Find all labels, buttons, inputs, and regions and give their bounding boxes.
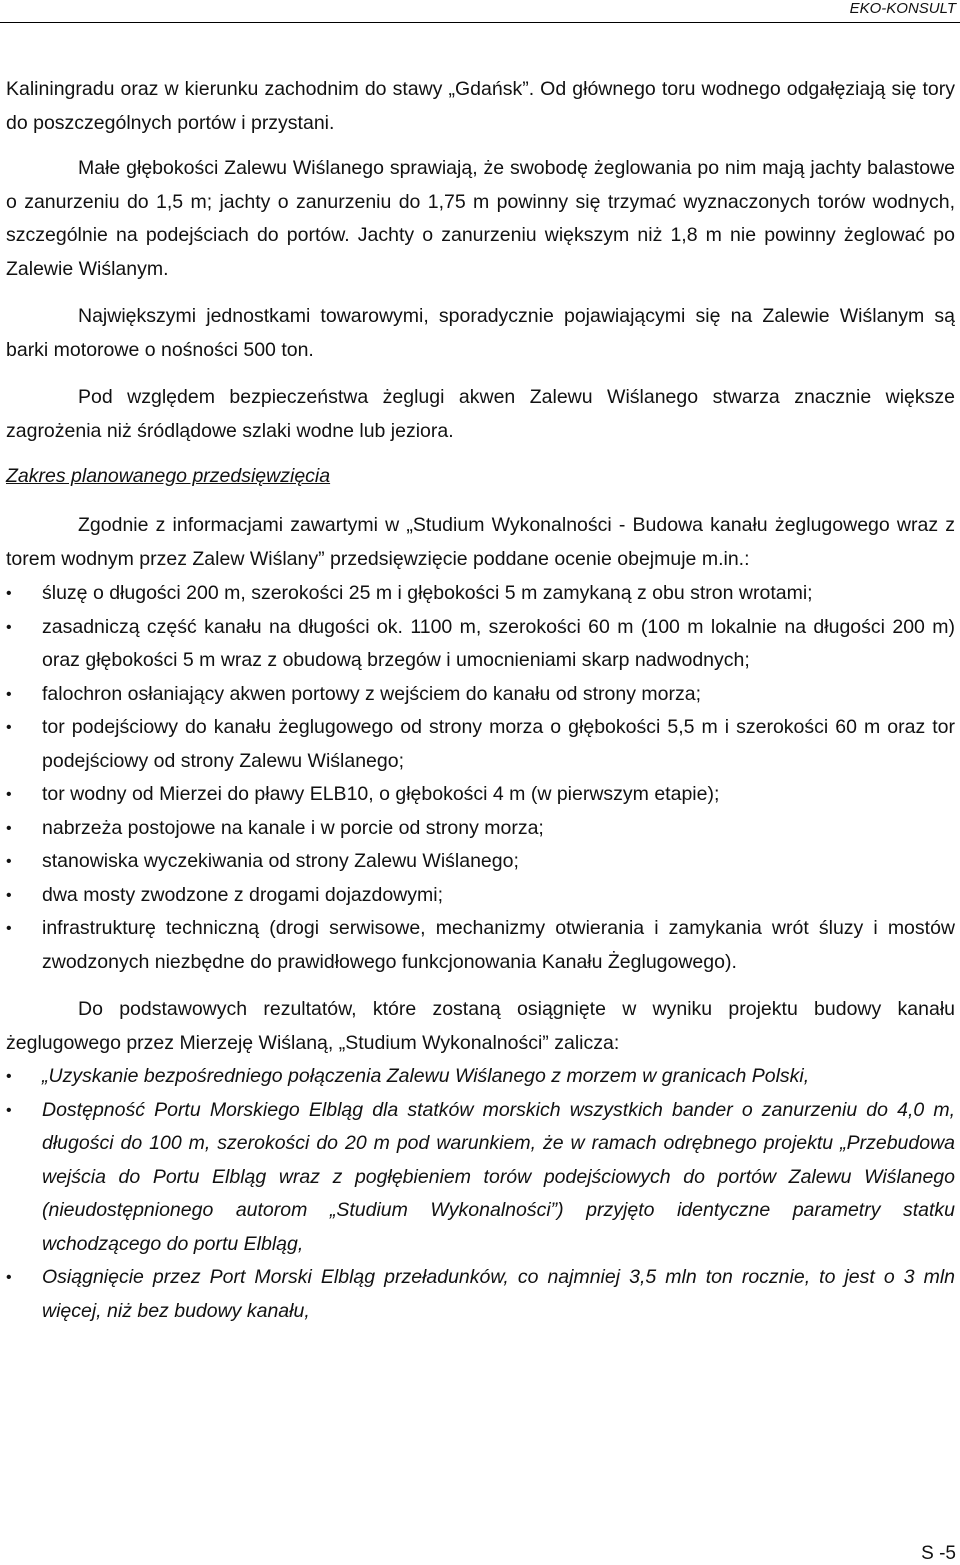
bullet-dot-icon: •	[6, 1068, 12, 1085]
bullet-dot-icon: •	[6, 786, 12, 803]
bullet-dot-icon: •	[6, 719, 12, 736]
bullet-dot-icon: •	[6, 618, 12, 636]
paragraph-safety: Pod względem bezpieczeństwa żeglugi akwen Zalewu Wiślanego stwarza znacznie większe zagrożenia niż śródlądowe szlaki wodne lub jeziora.	[6, 386, 955, 442]
list-item: • falochron osłaniający akwen portowy z wejściem do kanału od strony morza;	[6, 678, 955, 712]
list-item: • zasadniczą część kanału na długości ok. 1100 m, szerokości 60 m (100 m lokalnie na długości 200 m) oraz głębokości 5 m wraz z obudową brzegów i umocnieniami skarp nadwodnych;	[6, 611, 955, 678]
bullet-dot-icon: •	[6, 920, 12, 937]
paragraph-scope-intro: Zgodnie z informacjami zawartymi w „Studium Wykonalności - Budowa kanału żeglugowego wraz z torem wodnym przez Zalew Wiślany” przedsięwzięcie poddane ocenie obejmuje m.in.:	[6, 514, 955, 570]
bullet-dot-icon: •	[6, 853, 12, 870]
paragraph-depths: Małe głębokości Zalewu Wiślanego sprawiają, że swobodę żeglowania po nim mają jachty balastowe o zanurzeniu do 1,5 m; jachty o zanurzeniu do 1,75 m powinny się trzymać wyznaczonych torów wodnych, szczególnie na podejściach do portów. Jachty o zanurzeniu większym niż 1,8 m nie powinny żeglować po Zalewie Wiślanym.	[6, 157, 955, 280]
bullet-dot-icon: •	[6, 685, 12, 703]
list-item: • tor podejściowy do kanału żeglugowego od strony morza o głębokości 5,5 m i szerokości 60 m oraz tor podejściowy od strony Zalewu Wiślanego;	[6, 711, 955, 778]
paragraph-barges: Największymi jednostkami towarowymi, sporadycznie pojawiającymi się na Zalewie Wiślanym są barki motorowe o nośności 500 ton.	[6, 305, 955, 361]
bullet-dot-icon: •	[6, 585, 12, 602]
list-item: • stanowiska wyczekiwania od strony Zalewu Wiślanego;	[6, 845, 955, 879]
bullet-dot-icon: •	[6, 819, 12, 837]
document-body	[6, 73, 955, 1328]
bullet-dot-icon: •	[6, 1101, 12, 1119]
paragraph-continuation: Kaliningradu oraz w kierunku zachodnim do stawy „Gdańsk”. Od głównego toru wodnego odgałęziają się tory do poszczególnych portów i przystani.	[6, 78, 955, 134]
scope-list	[6, 577, 955, 979]
results-list	[6, 1060, 955, 1328]
list-item: • Dostępność Portu Morskiego Elbląg dla statków morskich wszystkich bander o zanurzeniu do 4,0 m, długości do 100 m, szerokości do 20 m pod warunkiem, że w ramach odrębnego projektu „Przebudowa wejścia do Portu Elbląg wraz z pogłębieniem torów podejściowych do portów Zalewu Wiślanego (nieudostępnionego autorom „Studium Wykonalności”) przyjęto identyczne parametry statku wchodzącego do portu Elbląg,	[6, 1094, 955, 1262]
list-item: • tor wodny od Mierzei do pławy ELB10, o głębokości 4 m (w pierwszym etapie);	[6, 778, 955, 812]
list-item: • infrastrukturę techniczną (drogi serwisowe, mechanizmy otwierania i zamykania wrót śluzy i mostów zwodzonych niezbędne do prawidłowego funkcjonowania Kanału Żeglugowego).	[6, 912, 955, 979]
page-number: S -5	[921, 1543, 956, 1564]
page-header	[0, 0, 960, 23]
bullet-dot-icon: •	[6, 1269, 12, 1286]
section-heading: Zakres planowanego przedsięwzięcia	[6, 465, 331, 487]
company-name: EKO-KONSULT	[849, 0, 956, 17]
list-item: • dwa mosty zwodzone z drogami dojazdowymi;	[6, 879, 955, 913]
paragraph-results-intro: Do podstawowych rezultatów, które zostaną osiągnięte w wyniku projektu budowy kanału żeglugowego przez Mierzeję Wiślaną, „Studium Wykonalności” zalicza:	[6, 998, 955, 1054]
bullet-dot-icon: •	[6, 886, 12, 904]
list-item: • Osiągnięcie przez Port Morski Elbląg przeładunków, co najmniej 3,5 mln ton rocznie, to jest o 3 mln więcej, niż bez budowy kanału,	[6, 1261, 955, 1328]
list-item: • nabrzeża postojowe na kanale i w porcie od strony morza;	[6, 812, 955, 846]
list-item: • śluzę o długości 200 m, szerokości 25 m i głębokości 5 m zamykaną z obu stron wrotami;	[6, 577, 955, 611]
list-item: • „Uzyskanie bezpośredniego połączenia Zalewu Wiślanego z morzem w granicach Polski,	[6, 1060, 955, 1094]
